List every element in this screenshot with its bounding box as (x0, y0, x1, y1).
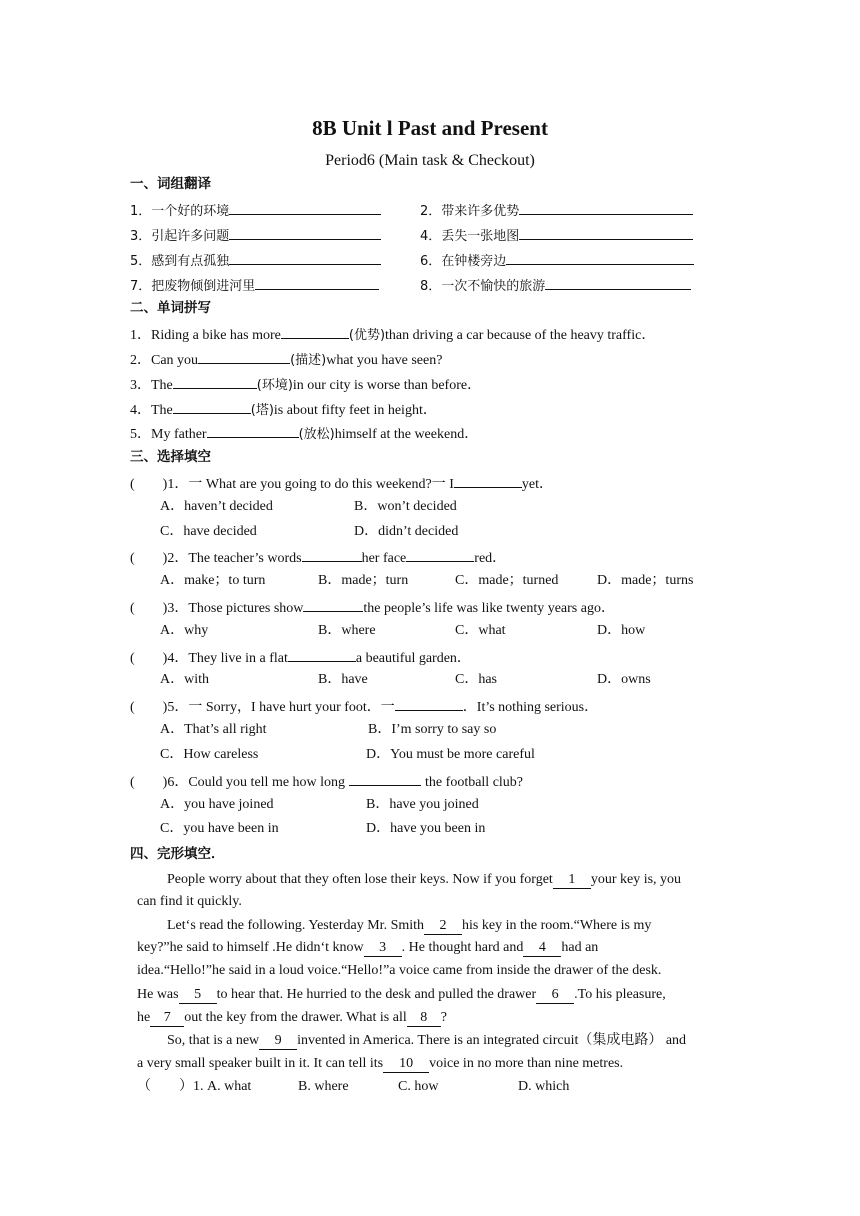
cloze-blank[interactable]: 5 (179, 987, 217, 1004)
option-c[interactable]: C．you have been in (160, 821, 279, 836)
spelling-item (130, 323, 655, 346)
passage-line (137, 1008, 447, 1028)
passage-line (137, 938, 598, 958)
passage-text: voice in no more than nine metres. (429, 1056, 624, 1071)
option-c[interactable]: C．have decided (160, 524, 257, 539)
phrase-item (130, 199, 381, 222)
option-b[interactable]: B．I’m sorry to say so (368, 722, 497, 737)
passage-text: his key in the room.“Where is my (462, 918, 652, 933)
question-text: They live in a flat (188, 651, 288, 666)
answer-blank[interactable] (303, 596, 363, 612)
phrase-text: 5．感到有点孤独 (130, 254, 230, 269)
passage-line (167, 870, 681, 890)
cloze-blank[interactable]: 8 (407, 1010, 441, 1027)
passage-line (137, 985, 666, 1005)
page-subtitle: Period6 (Main task & Checkout) (325, 152, 535, 169)
passage-line (167, 916, 651, 936)
mc-question (130, 596, 615, 619)
item-text: 2．Can you (130, 353, 199, 368)
phrase-item (130, 224, 381, 247)
passage-text: he (137, 1010, 151, 1025)
section4-heading: 四、完形填空． (130, 846, 225, 862)
option-d[interactable]: D．You must be more careful (366, 747, 535, 762)
phrase-text: 4．丢失一张地图 (420, 229, 520, 244)
hint-text: (描述) (290, 353, 327, 368)
item-text: is about fifty feet in height． (273, 403, 437, 418)
passage-text: . He thought hard and (401, 940, 524, 955)
option-a[interactable]: A．you have joined (160, 797, 274, 812)
cloze-blank[interactable]: 1 (553, 872, 591, 889)
phrase-item (130, 274, 379, 297)
phrase-text: 1．一个好的环境 (130, 204, 230, 219)
option-d[interactable]: D．owns (597, 672, 651, 687)
passage-text: .To his pleasure, (574, 987, 666, 1002)
answer-blank[interactable] (207, 422, 299, 438)
item-text: 5．My father (130, 427, 207, 442)
phrase-text: 3．引起许多问题 (130, 229, 230, 244)
answer-blank[interactable] (255, 274, 379, 290)
question-number: ( )3． (130, 601, 189, 616)
question-text: 一 Sorry，I have hurt your foot．一 (188, 700, 395, 715)
option-d[interactable]: D．have you been in (366, 821, 486, 836)
answer-blank[interactable] (229, 224, 381, 240)
cloze-blank[interactable]: 3 (364, 940, 402, 957)
phrase-item (420, 199, 693, 222)
question-text: a beautiful garden． (355, 651, 471, 666)
item-text: than driving a car because of the heavy traffic． (385, 328, 656, 343)
spelling-item (130, 348, 442, 371)
cloze-blank[interactable]: 4 (523, 940, 561, 957)
answer-blank[interactable] (519, 199, 693, 215)
option-b[interactable]: B．have you joined (366, 797, 479, 812)
answer-blank[interactable] (173, 398, 251, 414)
item-text: 3．The (130, 378, 173, 393)
phrase-text: 8．一次不愉快的旅游 (420, 279, 546, 294)
phrase-item (420, 274, 691, 297)
question-text: yet． (521, 477, 553, 492)
answer-blank[interactable] (454, 472, 522, 488)
passage-text: out the key from the drawer. What is all (184, 1010, 407, 1025)
cloze-blank[interactable]: 2 (424, 918, 462, 935)
option-a[interactable]: A．That’s all right (160, 722, 267, 737)
question-text: Could you tell me how long (188, 775, 346, 790)
cloze-question: （ ）1. A. what (137, 1079, 252, 1094)
question-text: ．It’s nothing serious． (462, 700, 599, 715)
item-text: what you have seen? (326, 353, 443, 368)
answer-blank[interactable] (519, 224, 693, 240)
passage-line: can find it quickly. (137, 894, 242, 909)
answer-blank[interactable] (506, 249, 694, 265)
mc-question (130, 646, 471, 669)
passage-line (167, 1031, 686, 1051)
passage-text: a very small speaker built in it. It can tell its (137, 1056, 384, 1071)
hint-text: (环境) (256, 378, 293, 393)
option-c[interactable]: C．has (455, 672, 497, 687)
answer-blank[interactable] (281, 323, 349, 339)
answer-blank[interactable] (406, 546, 474, 562)
passage-line (137, 1054, 623, 1074)
phrase-item (420, 224, 693, 247)
answer-blank[interactable] (395, 695, 463, 711)
question-text: the people’s life was like twenty years ago． (363, 601, 615, 616)
question-text: 一 What are you going to do this weekend?一 I (188, 477, 454, 492)
question-text: the football club? (425, 775, 524, 790)
answer-blank[interactable] (288, 646, 356, 662)
option-b[interactable]: B. where (298, 1079, 349, 1094)
answer-blank[interactable] (229, 199, 381, 215)
passage-text: ? (440, 1010, 447, 1025)
item-text: 4．The (130, 403, 173, 418)
option-b[interactable]: B．won’t decided (354, 499, 457, 514)
item-text: himself at the weekend． (334, 427, 479, 442)
spelling-item (130, 422, 478, 445)
option-d[interactable]: D．how (597, 623, 646, 638)
passage-text: your key is, you (590, 872, 682, 887)
question-text: her face (361, 551, 407, 566)
spelling-item (130, 398, 437, 421)
passage-text: Let‘s read the following. Yesterday Mr. Smith (167, 918, 425, 933)
phrase-item (420, 249, 694, 272)
phrase-text: 6．在钟楼旁边 (420, 254, 507, 269)
option-d[interactable]: D．didn’t decided (354, 524, 459, 539)
hint-text: (放松) (298, 427, 335, 442)
cloze-blank[interactable]: 9 (259, 1033, 297, 1050)
passage-text: had an (561, 940, 599, 955)
mc-question (130, 695, 598, 718)
option-c[interactable]: C．what (455, 623, 506, 638)
question-text: Those pictures show (188, 601, 304, 616)
answer-blank[interactable] (545, 274, 691, 290)
cloze-blank[interactable]: 6 (536, 987, 574, 1004)
passage-line: idea.“Hello!”he said in a loud voice.“Hello!”a voice came from inside the drawer of the desk. (137, 963, 662, 978)
item-text: in our city is worse than before． (292, 378, 482, 393)
spelling-item (130, 373, 481, 396)
section2-heading: 二、单词拼写 (130, 300, 211, 316)
question-number: ( )4． (130, 651, 189, 666)
answer-blank[interactable] (302, 546, 362, 562)
section3-heading: 三、选择填空 (130, 449, 211, 465)
cloze-blank[interactable]: 7 (150, 1010, 184, 1027)
option-d[interactable]: D．made；turns (597, 573, 694, 588)
section1-heading: 一、词组翻译 (130, 176, 211, 192)
option-c[interactable]: C. how (398, 1079, 439, 1094)
answer-blank[interactable] (229, 249, 381, 265)
option-a[interactable]: A．haven’t decided (160, 499, 273, 514)
question-number: ( )5． (130, 700, 189, 715)
question-text: red． (474, 551, 507, 566)
question-number: ( )1． (130, 477, 189, 492)
mc-question (130, 770, 523, 793)
question-text: The teacher’s words (188, 551, 302, 566)
question-number: ( )2． (130, 551, 189, 566)
option-a[interactable]: A．with (160, 672, 209, 687)
cloze-blank[interactable]: 10 (383, 1056, 429, 1073)
option-b[interactable]: B．where (318, 623, 376, 638)
mc-question (130, 546, 506, 569)
passage-text: key?”he said to himself .He didn‘t know (137, 940, 364, 955)
phrase-text: 2．带来许多优势 (420, 204, 520, 219)
page-title: 8B Unit l Past and Present (312, 116, 548, 140)
option-a[interactable]: A．make；to turn (160, 573, 266, 588)
hint-text: (塔) (250, 403, 274, 418)
question-number: ( )6． (130, 775, 189, 790)
answer-blank[interactable] (198, 348, 290, 364)
option-b[interactable]: B．made；turn (318, 573, 409, 588)
answer-blank[interactable] (173, 373, 257, 389)
passage-text: to hear that. He hurried to the desk and pulled the drawer (216, 987, 537, 1002)
mc-question (130, 472, 553, 495)
option-d[interactable]: D. which (518, 1079, 570, 1094)
passage-text: invented in America. There is an integrated circuit（集成电路） and (297, 1033, 687, 1048)
answer-blank[interactable] (349, 770, 421, 786)
item-text: 1．Riding a bike has more (130, 328, 281, 343)
passage-text: He was (137, 987, 179, 1002)
phrase-text: 7．把废物倾倒进河里 (130, 279, 256, 294)
option-c[interactable]: C．How careless (160, 747, 259, 762)
passage-text: So, that is a new (167, 1033, 260, 1048)
hint-text: (优势) (348, 328, 386, 343)
option-b[interactable]: B．have (318, 672, 368, 687)
option-a[interactable]: A．why (160, 623, 209, 638)
option-c[interactable]: C．made；turned (455, 573, 559, 588)
passage-text: People worry about that they often lose their keys. Now if you forget (167, 872, 553, 887)
phrase-item (130, 249, 381, 272)
